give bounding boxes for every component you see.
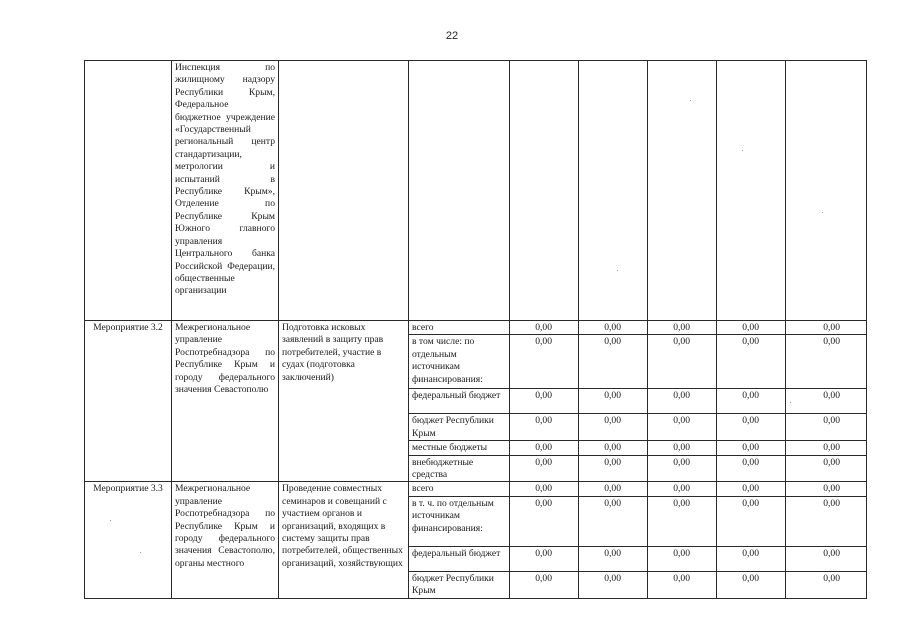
scan-speck — [690, 100, 691, 101]
table-body — [85, 61, 867, 599]
amount-cell: 0,00 — [786, 546, 867, 571]
amount-cell: 0,00 — [648, 571, 717, 598]
continuation-row — [85, 61, 867, 321]
event-name-cell: Мероприятие 3.2 — [85, 321, 172, 482]
funding-source-cell: в том числе: по отдельным источникам финансирования: — [409, 335, 510, 389]
amount-cell: 0,00 — [648, 455, 717, 482]
amount-cell: 0,00 — [510, 414, 579, 441]
value-cell — [648, 61, 717, 321]
amount-cell: 0,00 — [648, 546, 717, 571]
amount-cell: 0,00 — [648, 496, 717, 546]
amount-cell: 0,00 — [648, 482, 717, 496]
executors-cell — [172, 61, 279, 321]
amount-cell: 0,00 — [717, 389, 786, 414]
amount-cell: 0,00 — [786, 414, 867, 441]
amount-cell: 0,00 — [579, 455, 648, 482]
funding-source-cell: внебюджетные средства — [409, 455, 510, 482]
amount-cell: 0,00 — [717, 321, 786, 335]
financing-row — [85, 321, 867, 335]
amount-cell: 0,00 — [786, 321, 867, 335]
funding-source-cell: бюджет Республики Крым — [409, 414, 510, 441]
executors-cell: Межрегиональное управление Роспотребнадзора по Республике Крым и городу федерального значения Севастополю, органы местного — [172, 482, 279, 598]
funding-source-cell: бюджет Республики Крым — [409, 571, 510, 598]
source-cell — [409, 61, 510, 321]
amount-cell: 0,00 — [717, 414, 786, 441]
amount-cell: 0,00 — [717, 571, 786, 598]
executors-text: Инспекция по жилищному надзору Республики Крым, Федеральное бюджетное учреждение «Государственный региональный центр стандартизации, метрологии и испытаний в Республике Крым», Отделение по Республике Крым Южного главного управления Центрального банка Российской Федерации, общественные организации — [175, 62, 275, 297]
event-name-cell: Мероприятие 3.3 — [85, 482, 172, 598]
value-cell — [717, 61, 786, 321]
amount-cell: 0,00 — [648, 321, 717, 335]
funding-source-cell: местные бюджеты — [409, 441, 510, 455]
amount-cell: 0,00 — [786, 389, 867, 414]
value-cell — [786, 61, 867, 321]
event-cell — [85, 61, 172, 321]
funding-source-cell: всего — [409, 321, 510, 335]
amount-cell: 0,00 — [648, 414, 717, 441]
amount-cell: 0,00 — [579, 389, 648, 414]
amount-cell: 0,00 — [786, 571, 867, 598]
amount-cell: 0,00 — [510, 335, 579, 389]
amount-cell: 0,00 — [579, 321, 648, 335]
amount-cell: 0,00 — [510, 482, 579, 496]
scan-speck — [822, 212, 823, 213]
amount-cell: 0,00 — [510, 455, 579, 482]
amount-cell: 0,00 — [648, 441, 717, 455]
amount-cell: 0,00 — [786, 455, 867, 482]
funding-source-cell: федеральный бюджет — [409, 546, 510, 571]
amount-cell: 0,00 — [648, 389, 717, 414]
amount-cell: 0,00 — [579, 335, 648, 389]
amount-cell: 0,00 — [510, 546, 579, 571]
financing-row — [85, 482, 867, 496]
amount-cell: 0,00 — [579, 496, 648, 546]
amount-cell: 0,00 — [510, 496, 579, 546]
value-cell — [579, 61, 648, 321]
amount-cell: 0,00 — [510, 441, 579, 455]
scan-speck — [110, 520, 111, 521]
measure-cell: Подготовка исковых заявлений в защиту прав потребителей, участие в судах (подготовка заключений) — [279, 321, 409, 482]
executors-cell: Межрегиональное управление Роспотребнадзора по Республике Крым и городу федерального значения Севастополю — [172, 321, 279, 482]
scan-speck — [742, 150, 743, 151]
amount-cell: 0,00 — [786, 441, 867, 455]
value-cell — [510, 61, 579, 321]
amount-cell: 0,00 — [510, 571, 579, 598]
funding-source-cell: всего — [409, 482, 510, 496]
funding-source-cell: в т. ч. по отдельным источникам финансирования: — [409, 496, 510, 546]
amount-cell: 0,00 — [579, 571, 648, 598]
amount-cell: 0,00 — [510, 321, 579, 335]
scan-speck — [790, 402, 791, 403]
amount-cell: 0,00 — [579, 441, 648, 455]
amount-cell: 0,00 — [579, 414, 648, 441]
financing-table — [84, 60, 867, 599]
amount-cell: 0,00 — [579, 546, 648, 571]
amount-cell: 0,00 — [786, 335, 867, 389]
amount-cell: 0,00 — [717, 335, 786, 389]
amount-cell: 0,00 — [717, 482, 786, 496]
funding-source-cell: федеральный бюджет — [409, 389, 510, 414]
amount-cell: 0,00 — [510, 389, 579, 414]
page-number: 22 — [445, 30, 459, 42]
amount-cell: 0,00 — [579, 482, 648, 496]
amount-cell: 0,00 — [717, 441, 786, 455]
measure-cell: Проведение совместных семинаров и совещаний с участием органов и организаций, входящих в систему защиты прав потребителей, общественных организаций, хозяйствующих — [279, 482, 409, 598]
scan-speck — [140, 552, 141, 553]
amount-cell: 0,00 — [717, 455, 786, 482]
scan-speck — [617, 270, 618, 271]
amount-cell: 0,00 — [786, 482, 867, 496]
amount-cell: 0,00 — [648, 335, 717, 389]
amount-cell: 0,00 — [717, 496, 786, 546]
amount-cell: 0,00 — [717, 546, 786, 571]
amount-cell: 0,00 — [786, 496, 867, 546]
measure-cell — [279, 61, 409, 321]
